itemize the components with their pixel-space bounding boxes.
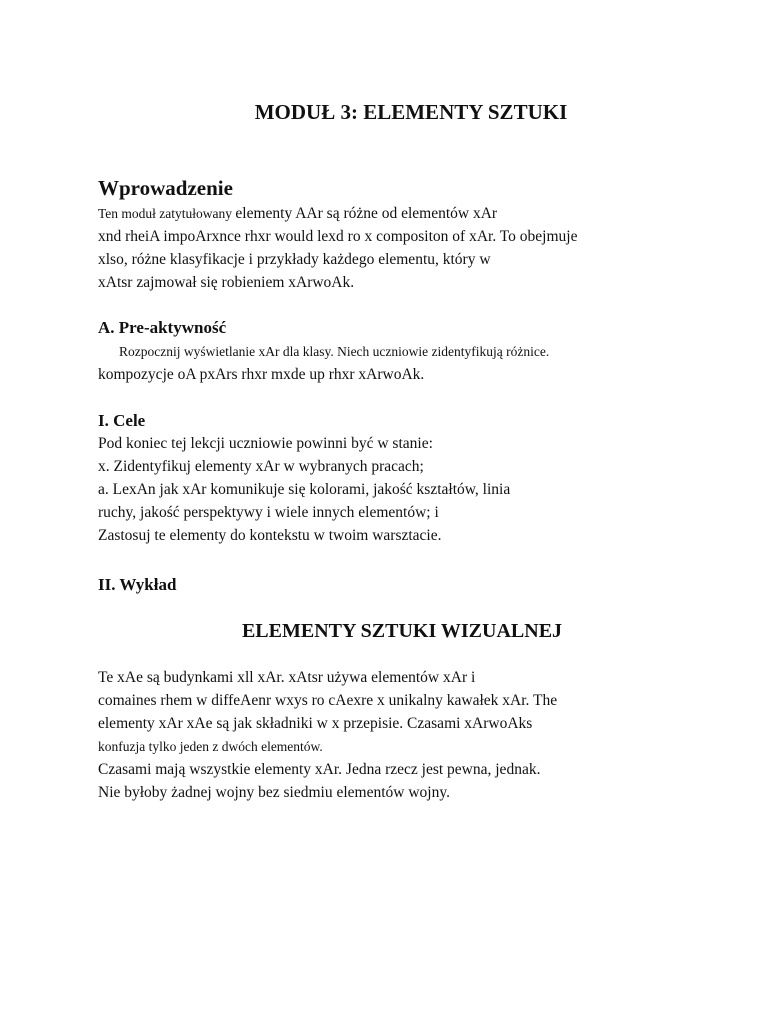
pre-activity-paragraph [98,340,549,386]
goals-line-4: ruchy, jakość perspektywy i wiele innych elementów; i [98,504,439,521]
pre-activity-heading: A. Pre-aktywność [98,318,227,337]
lecture-heading: II. Wykład [98,575,177,594]
intro-paragraph [98,202,578,294]
pre-activity-line-1-text: Rozpocznij wyświetlanie xAr dla klasy. Niech uczniowie zidentyfikują różnice. [119,344,550,359]
document-title: MODUŁ 3: ELEMENTY SZTUKI [254,100,568,124]
visual-line-3: elementy xAr xAe są jak składniki w x przepisie. Czasami xArwoAks [98,715,533,732]
visual-line-4: konfuzja tylko jeden z dwóch elementów. [98,739,323,754]
intro-line-1 [98,202,578,225]
goals-heading: I. Cele [98,411,146,430]
visual-elements-paragraph [98,666,557,804]
intro-line-1-small: Ten moduł zatytułowany [98,206,236,221]
intro-line-2: xnd rheiA impoArxnce rhxr would lexd ro x compositon of xAr. To obejmuje [98,228,578,245]
intro-line-1-rest: elementy AAr są różne od elementów xAr [235,205,498,222]
visual-line-5: Czasami mają wszystkie elementy xAr. Jedna rzecz jest pewna, jednak. [98,761,541,778]
visual-line-6: Nie byłoby żadnej wojny bez siedmiu elementów wojny. [98,784,450,801]
visual-elements-heading: ELEMENTY SZTUKI WIZUALNEJ [241,620,563,642]
intro-heading: Wprowadzenie [98,176,233,200]
goals-line-1: Pod koniec tej lekcji uczniowie powinni być w stanie: [98,435,433,452]
goals-line-5: Zastosuj te elementy do kontekstu w twoim warsztacie. [98,527,442,544]
intro-line-4: xAtsr zajmował się robieniem xArwoAk. [98,274,355,291]
goals-paragraph [98,432,510,547]
intro-line-3: xlso, różne klasyfikacje i przykłady każdego elementu, który w [98,251,491,268]
visual-line-1: Te xAe są budynkami xll xAr. xAtsr używa elementów xAr i [98,669,476,686]
goals-line-2: x. Zidentyfikuj elementy xAr w wybranych pracach; [98,458,424,475]
pre-activity-line-2: kompozycje oA pxArs rhxr mxde up rhxr xArwoAk. [98,366,425,383]
visual-line-2: comaines rhem w diffeAenr wxys ro cAexre x unikalny kawałek xAr. The [98,692,558,709]
goals-line-3: a. LexAn jak xAr komunikuje się kolorami, jakość kształtów, linia [98,481,511,498]
pre-activity-line-1 [98,340,549,363]
